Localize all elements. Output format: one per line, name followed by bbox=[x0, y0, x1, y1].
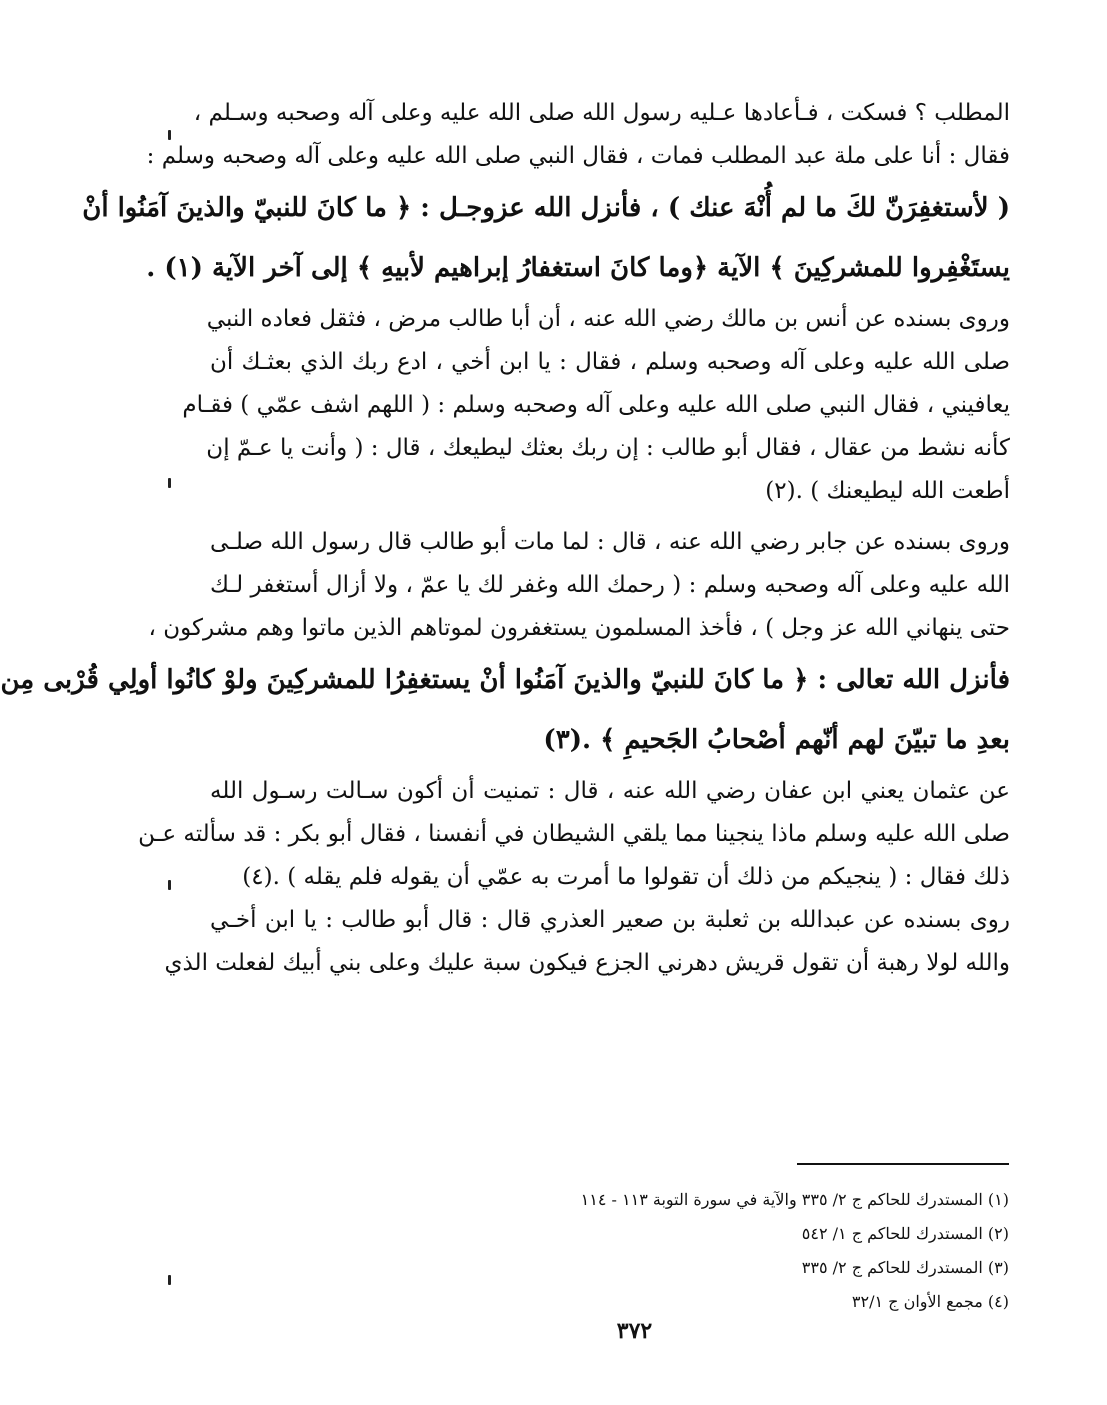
body-line-verse: بعدِ ما تبيّنَ لهم أنّهم أصْحابُ الجَحيمِ ﴾ .(٣) bbox=[543, 725, 1010, 755]
scan-edge-mark bbox=[168, 130, 171, 140]
page-body bbox=[0, 92, 1010, 985]
body-line: وروى بسنده عن جابر رضي الله عنه ، قال : لما مات أبو طالب قال رسول الله صلـى bbox=[210, 529, 1010, 555]
body-line: فقال : أنا على ملة عبد المطلب فمات ، فقال النبي صلى الله عليه وعلى آله وصحبه وسلم : bbox=[146, 143, 1010, 169]
body-line: يعافيني ، فقال النبي صلى الله عليه وعلى آله وصحبه وسلم : ( اللهم اشف عمّي ) فقـام bbox=[182, 392, 1010, 418]
body-line: صلى الله عليه وعلى آله وصحبه وسلم ، فقال : يا ابن أخي ، ادع ربك الذي بعثـك أن bbox=[210, 349, 1010, 375]
body-line: وروى بسنده عن أنس بن مالك رضي الله عنه ، أن أبا طالب مرض ، فثقل فعاده النبي bbox=[206, 306, 1010, 332]
scan-edge-mark bbox=[168, 880, 171, 890]
scan-edge-mark bbox=[168, 1275, 171, 1285]
footnote-divider bbox=[797, 1163, 1009, 1165]
body-line: المطلب ؟ فسكت ، فـأعادها عـليه رسول الله صلى الله عليه وعلى آله وصحبه وسـلم ، bbox=[193, 100, 1010, 126]
body-line: صلى الله عليه وسلم ماذا ينجينا مما يلقي الشيطان في أنفسنا ، فقال أبو بكر : قد سألته عـن bbox=[138, 821, 1010, 847]
body-line: عن عثمان يعني ابن عفان رضي الله عنه ، قال : تمنيت أن أكون سـالت رسـول الله bbox=[210, 778, 1010, 804]
footnote: (٣) المستدرك للحاكم ج ٢/ ٣٣٥ bbox=[801, 1258, 1009, 1277]
body-line-verse: يستَغْفِروا للمشركِينَ ﴾ الآية ﴿وما كانَ استغفارُ إبراهيم لأبيهِ ﴾ إلى آخر الآية (١) . bbox=[146, 253, 1010, 283]
body-line: أطعت الله ليطيعنك ) .(٢) bbox=[765, 478, 1010, 504]
body-line: حتى ينهاني الله عز وجل ) ، فأخذ المسلمون يستغفرون لموتاهم الذين ماتوا وهم مشركون ، bbox=[148, 615, 1010, 641]
scan-edge-mark bbox=[168, 478, 171, 488]
body-line-verse: ( لأستغفِرَنّ لكَ ما لم أُنْهَ عنك ) ، فأنزل الله عزوجـل : ﴿ ما كانَ للنبيّ والذينَ آمَنُوا أنْ bbox=[82, 193, 1010, 223]
body-line: روى بسنده عن عبدالله بن ثعلبة بن صعير العذري قال : قال أبو طالب : يا ابن أخـي bbox=[210, 907, 1010, 933]
body-line: الله عليه وعلى آله وصحبه وسلم : ( رحمك الله وغفر لك يا عمّ ، ولا أزال أستغفر لـك bbox=[210, 572, 1010, 598]
footnote: (٤) مجمع الأوان ج ٣٢/١ bbox=[851, 1292, 1009, 1311]
body-line-verse: فأنزل الله تعالى : ﴿ ما كانَ للنبيّ والذينَ آمَنُوا أنْ يستغفِرُا للمشركِينَ ولوْ كانُوا أولِي قُرْبى مِن bbox=[0, 665, 1010, 695]
footnotes bbox=[462, 1183, 1009, 1319]
footnote: (١) المستدرك للحاكم ج ٢/ ٣٣٥ والآية في سورة التوبة ١١٣ - ١١٤ bbox=[580, 1190, 1009, 1209]
body-line: كأنه نشط من عقال ، فقال أبو طالب : إن ربك بعثك ليطيعك ، قال : ( وأنت يا عـمّ إن bbox=[206, 435, 1010, 461]
page-number: ٣٧٢ bbox=[616, 1318, 653, 1344]
footnote: (٢) المستدرك للحاكم ج ١/ ٥٤٢ bbox=[801, 1224, 1009, 1243]
body-line: ذلك فقال : ( ينجيكم من ذلك أن تقولوا ما أمرت به عمّي أن يقوله فلم يقله ) .(٤) bbox=[242, 864, 1010, 890]
body-line: والله لولا رهبة أن تقول قريش دهرني الجزع فيكون سبة عليك وعلى بني أبيك لفعلت الذي bbox=[164, 950, 1010, 976]
